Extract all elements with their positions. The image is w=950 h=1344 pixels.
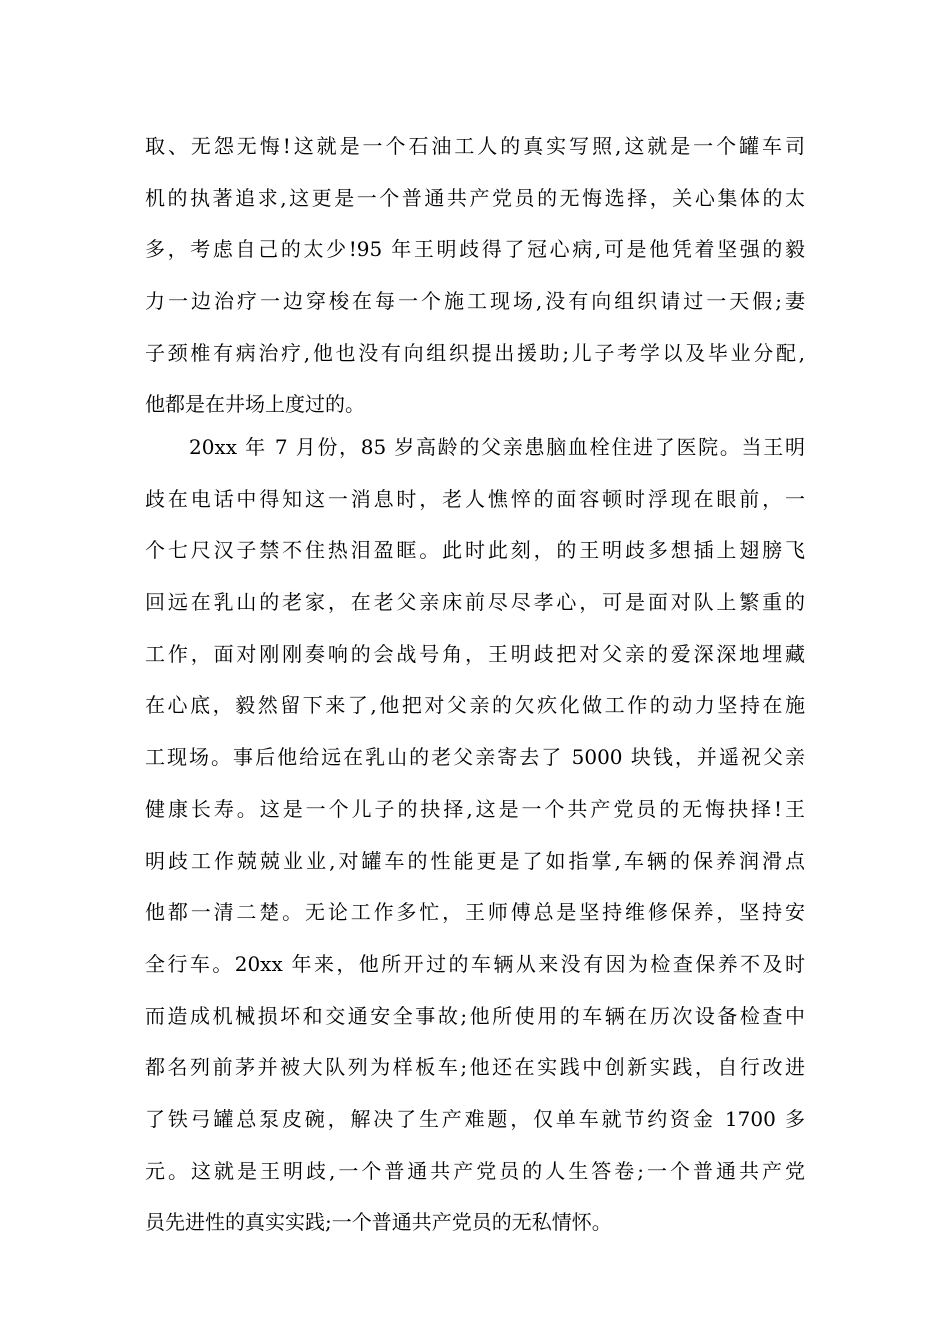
paragraph-line: 健康长寿。这是一个儿子的抉择,这是一个共产党员的无悔抉择!王 [145,796,805,821]
paragraph-line: 都名列前茅并被大队列为样板车;他还在实践中创新实践，自行改进 [145,1055,805,1080]
paragraph-line: 元。这就是王明歧,一个普通共产党员的人生答卷;一个普通共产党 [145,1158,805,1183]
paragraph-line: 多，考虑自己的太少!95 年王明歧得了冠心病,可是他凭着坚强的毅 [145,237,805,262]
paragraph-line: 员先进性的真实实践;一个普通共产党员的无私情怀。 [145,1210,612,1235]
paragraph-line: 个七尺汉子禁不住热泪盈眶。此时此刻，的王明歧多想插上翅膀飞 [145,538,805,563]
paragraph-line: 明歧工作兢兢业业,对罐车的性能更是了如指掌,车辆的保养润滑点 [145,848,805,873]
paragraph-line: 他都是在井场上度过的。 [145,392,365,417]
paragraph-line: 力一边治疗一边穿梭在每一个施工现场,没有向组织请过一天假;妻 [145,289,805,314]
paragraph-line: 歧在电话中得知这一消息时，老人憔悴的面容顿时浮现在眼前，一 [145,486,805,511]
paragraph-line: 工现场。事后他给远在乳山的老父亲寄去了 5000 块钱，并遥祝父亲 [145,745,805,770]
paragraph-line: 他都一清二楚。无论工作多忙，王师傅总是坚持维修保养，坚持安 [145,900,805,925]
paragraph-line: 20xx 年 7 月份，85 岁高龄的父亲患脑血栓住进了医院。当王明 [189,435,805,459]
paragraph-line: 而造成机械损坏和交通安全事故;他所使用的车辆在历次设备检查中 [145,1003,805,1028]
paragraph-1 [145,121,805,431]
paragraph-line: 全行车。20xx 年来，他所开过的车辆从来没有因为检查保养不及时 [145,951,805,976]
paragraph-2 [145,422,805,1249]
paragraph-line: 取、无怨无悔!这就是一个石油工人的真实写照,这就是一个罐车司 [145,134,805,158]
paragraph-line: 子颈椎有病治疗,他也没有向组织提出援助;儿子考学以及毕业分配, [145,340,805,365]
paragraph-line: 了铁弓罐总泵皮碗，解决了生产难题，仅单车就节约资金 1700 多 [145,1106,805,1131]
paragraph-line: 机的执著追求,这更是一个普通共产党员的无悔选择，关心集体的太 [145,185,805,210]
paragraph-line: 回远在乳山的老家，在老父亲床前尽尽孝心，可是面对队上繁重的 [145,590,805,615]
paragraph-line: 在心底，毅然留下来了,他把对父亲的欠疚化做工作的动力坚持在施 [145,693,805,718]
paragraph-line: 工作，面对刚刚奏响的会战号角，王明歧把对父亲的爱深深地埋藏 [145,641,805,666]
